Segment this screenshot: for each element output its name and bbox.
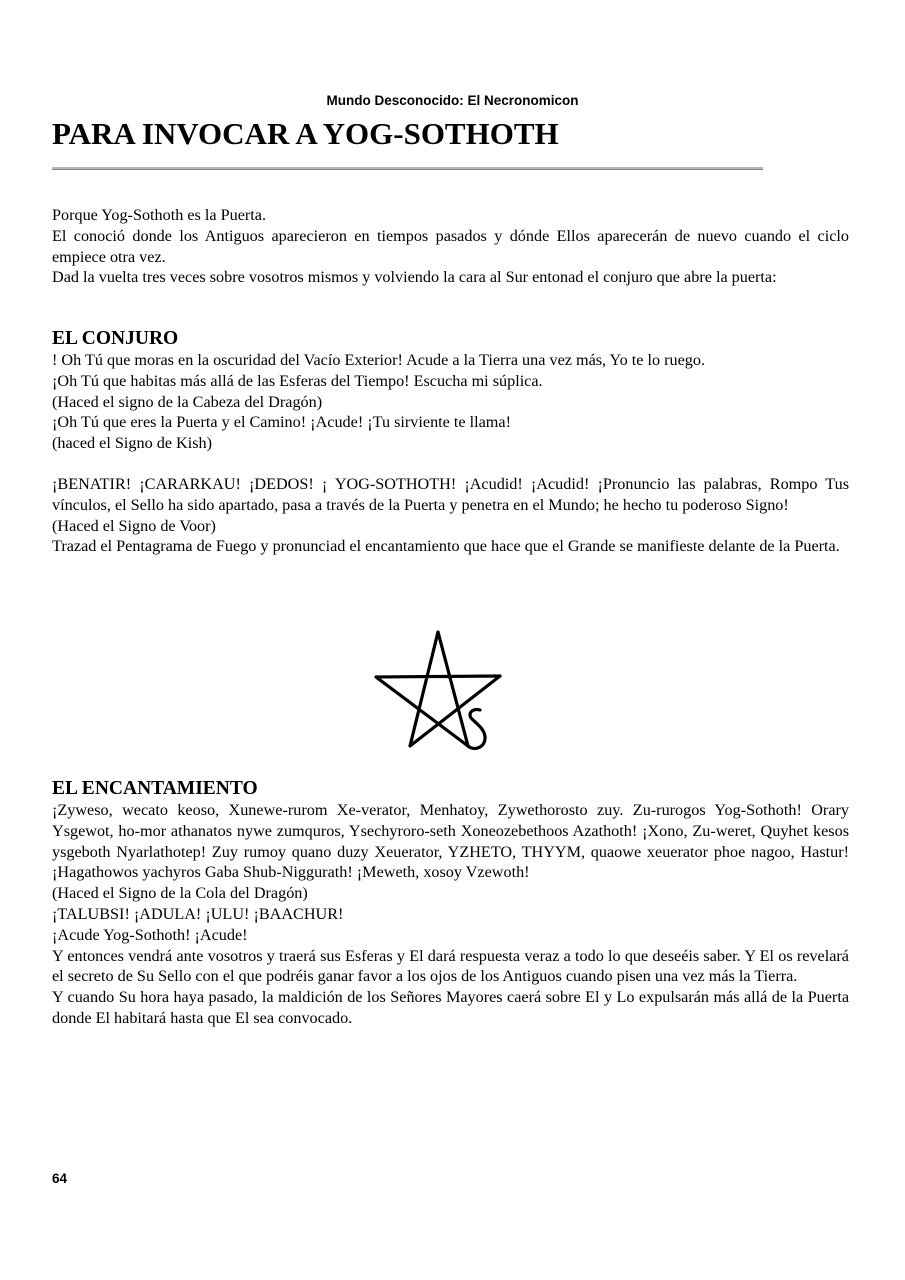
invocation-paragraph: (Haced el Signo de Voor) bbox=[52, 516, 216, 535]
conjuro-section bbox=[52, 328, 849, 454]
title-divider bbox=[52, 167, 763, 170]
section-heading-encantamiento: EL ENCANTAMIENTO bbox=[52, 778, 258, 799]
running-header: Mundo Desconocido: El Necronomicon bbox=[326, 93, 579, 108]
encantamiento-section bbox=[52, 778, 849, 1029]
invocation-paragraph: ¡BENATIR! ¡CARARKAU! ¡DEDOS! ¡ YOG-SOTHOTH! ¡Acudid! ¡Acudid! ¡Pronuncio las palabras, Rompo Tus vínculos, el Sello ha sido apartado, pasa a través de la Puerta y penetra en el Mundo; he hecho tu poderoso Signo! bbox=[52, 475, 849, 514]
conjuro-line: ! Oh Tú que moras en la oscuridad del Vacío Exterior! Acude a la Tierra una vez más, Yo te lo ruego. bbox=[52, 351, 706, 369]
conjuro-line: (Haced el signo de la Cabeza del Dragón) bbox=[52, 392, 323, 411]
invocation-paragraph: Trazad el Pentagrama de Fuego y pronunciad el encantamiento que hace que el Grande se manifieste delante de la Puerta. bbox=[52, 537, 840, 556]
encantamiento-line: Y cuando Su hora haya pasado, la maldición de los Señores Mayores caerá sobre El y Lo expulsarán más allá de la Puerta donde El habitará hasta que El sea convocado. bbox=[52, 988, 849, 1027]
conjuro-line: ¡Oh Tú que eres la Puerta y el Camino! ¡Acude! ¡Tu sirviente te llama! bbox=[52, 413, 511, 432]
conjuro-line: (haced el Signo de Kish) bbox=[52, 434, 213, 453]
intro-paragraph: Dad la vuelta tres veces sobre vosotros mismos y volviendo la cara al Sur entonad el conjuro que abre la puerta: bbox=[52, 268, 777, 287]
section-heading-conjuro: EL CONJURO bbox=[52, 328, 179, 349]
conjuro-line: ¡Oh Tú que habitas más allá de las Esferas del Tiempo! Escucha mi súplica. bbox=[52, 371, 543, 390]
page-title: PARA INVOCAR A YOG-SOTHOTH bbox=[52, 116, 559, 151]
intro-section bbox=[52, 205, 849, 288]
encantamiento-line: Y entonces vendrá ante vosotros y traerá sus Esferas y El dará respuesta veraz a todo lo que deseéis saber. Y El os revelará el secreto de Su Sello con el que podréis ganar favor a los ojos de los Antiguos cuando pisen una vez más la Tierra. bbox=[52, 946, 849, 986]
encantamiento-line: ¡TALUBSI! ¡ADULA! ¡ULU! ¡BAACHUR! bbox=[52, 904, 344, 923]
intro-paragraph: Porque Yog-Sothoth es la Puerta. bbox=[52, 206, 267, 224]
intro-paragraph: El conoció donde los Antiguos aparecieron en tiempos pasados y dónde Ellos aparecerán de nuevo cuando el ciclo empiece otra vez. bbox=[52, 226, 849, 266]
pentagram-sigil-icon bbox=[372, 628, 507, 754]
invocation-section bbox=[52, 474, 849, 557]
encantamiento-line: ¡Acude Yog-Sothoth! ¡Acude! bbox=[52, 925, 248, 944]
encantamiento-line: (Haced el Signo de la Cola del Dragón) bbox=[52, 884, 308, 903]
encantamiento-line: ¡Zyweso, wecato keoso, Xunewe-rurom Xe-verator, Menhatoy, Zywethorosto zuy. Zu-rurogos Yog-Sothoth! Orary Ysgewot, ho-mor athanatos nywe zumquros, Ysechyroro-seth Xoneozebethoos Azathoth! ¡Xono, Zu-weret, Quyhet kesos ysgeboth Nyarlathotep! Zuy rumoy quano duzy Xeuerator, YZHETO, THYYM, quaowe xeuerator phoe nagoo, Hastur! ¡Hagathowos yachyros Gaba Shub-Niggurath! ¡Meweth, xosoy Vzewoth! bbox=[52, 801, 849, 882]
page-number: 64 bbox=[52, 1171, 68, 1186]
